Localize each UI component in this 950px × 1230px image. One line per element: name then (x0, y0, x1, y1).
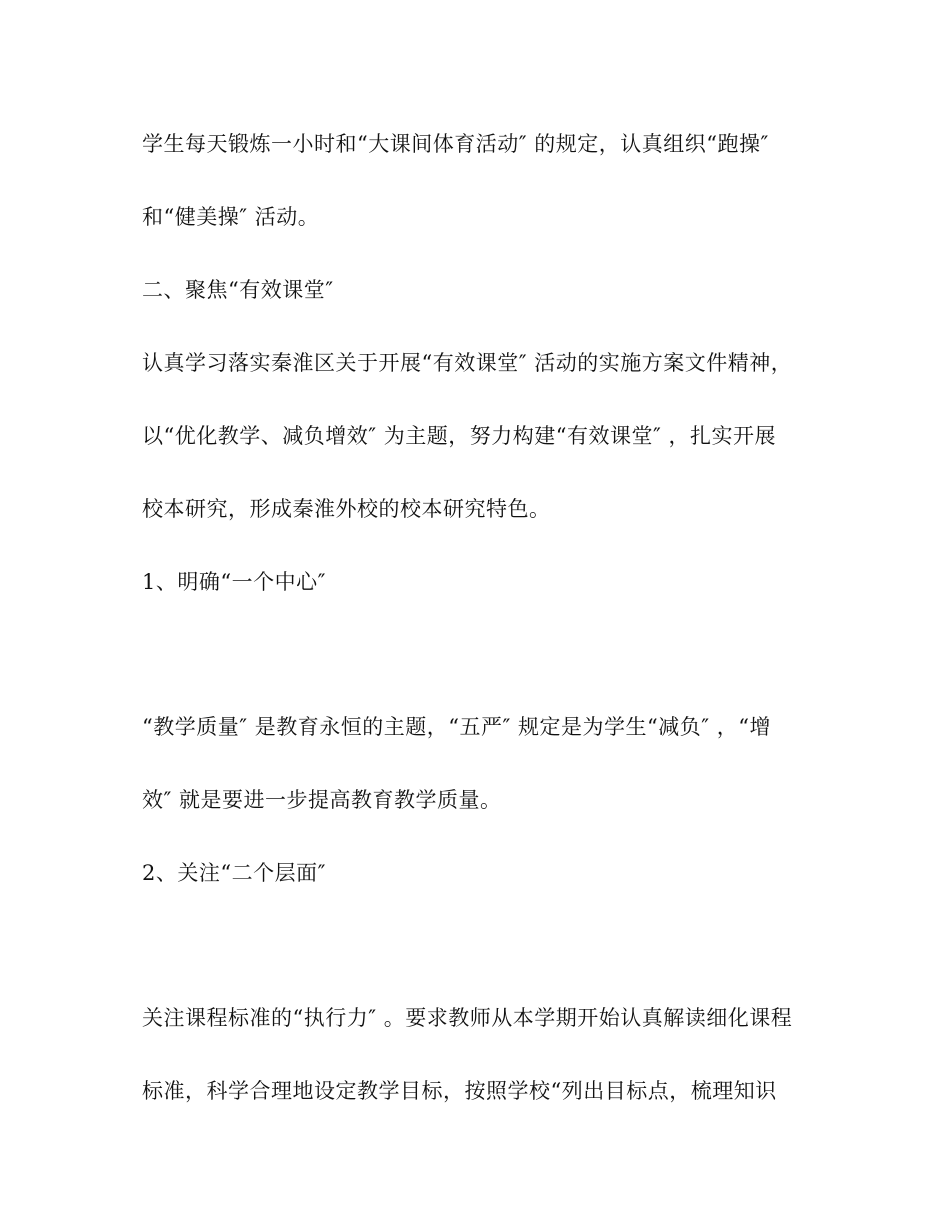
paragraph-line: 认真学习落实秦淮区关于开展“有效课堂″ 活动的实施方案文件精神， (142, 351, 793, 375)
paragraph-line: 关注课程标准的“执行力″ 。要求教师从本学期开始认真解读细化课程 (142, 1006, 793, 1030)
paragraph-line: 校本研究，形成秦淮外校的校本研究特色。 (142, 497, 551, 521)
paragraph-line: 以“优化教学、减负增效″ 为主题，努力构建“有效课堂″ ，扎实开展 (142, 424, 777, 448)
subsection-heading: 2、关注“二个层面″ (142, 861, 326, 885)
paragraph-line: 效″ 就是要进一步提高教育教学质量。 (142, 788, 502, 812)
subsection-heading: 1、明确“一个中心″ (142, 570, 326, 594)
paragraph-line: 和“健美操″ 活动。 (142, 205, 320, 229)
paragraph-line: 标准，科学合理地设定教学目标，按照学校“列出目标点，梳理知识 (142, 1079, 777, 1103)
paragraph-line: “教学质量″ 是教育永恒的主题，“五严″ 规定是为学生“减负″ ，“增 (142, 715, 771, 739)
section-heading: 二、聚焦“有效课堂″ (142, 278, 334, 302)
paragraph-line: 学生每天锻炼一小时和“大课间体育活动″ 的规定，认真组织“跑操″ (142, 132, 769, 156)
